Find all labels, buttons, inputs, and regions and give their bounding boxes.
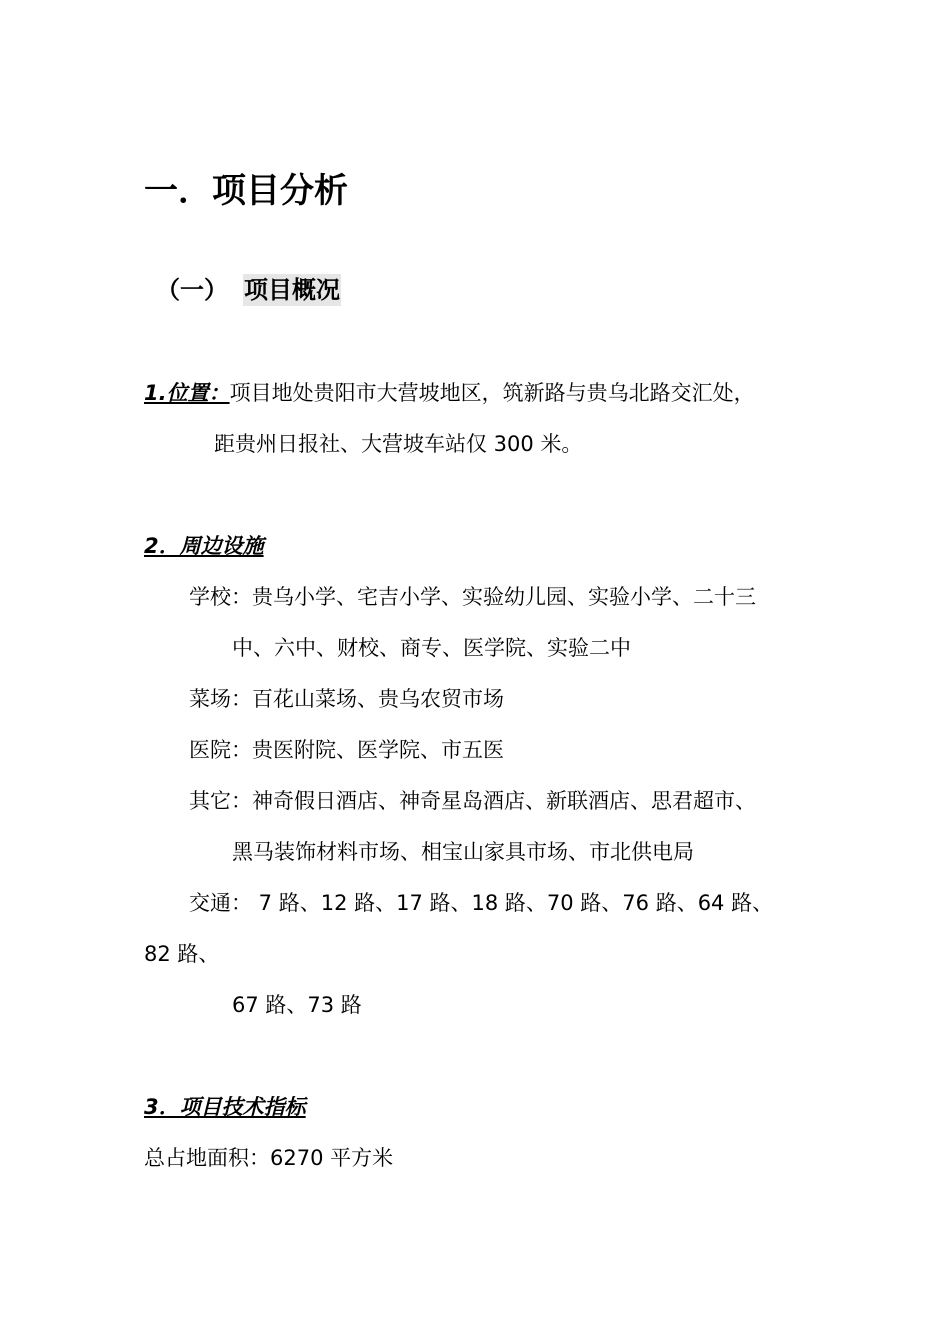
section-heading: 一．项目分析 [144, 171, 348, 211]
facilities-other-line2: 黑马装饰材料市场、相宝山家具市场、市北供电局 [232, 840, 694, 864]
subsection-title: 项目概况 [244, 276, 340, 304]
location-text-line2: 距贵州日报社、大营坡车站仅 300 米。 [214, 432, 583, 456]
indicators-label: 3．项目技术指标 [144, 1095, 306, 1119]
subsection-number: （一） [156, 276, 228, 304]
facilities-traffic-line2: 82 路、 [144, 942, 220, 966]
facilities-market: 菜场：百花山菜场、贵乌农贸市场 [189, 687, 504, 711]
location-label: 1.位置： [144, 381, 230, 405]
facilities-school-line1: 学校：贵乌小学、宅吉小学、实验幼儿园、实验小学、二十三 [189, 585, 756, 609]
indicators-total-area: 总占地面积：6270 平方米 [144, 1146, 394, 1170]
facilities-traffic-line3: 67 路、73 路 [232, 993, 362, 1017]
facilities-hospital: 医院：贵医附院、医学院、市五医 [189, 738, 504, 762]
location-paragraph [144, 380, 755, 406]
facilities-school-line2: 中、六中、财校、商专、医学院、实验二中 [232, 636, 631, 660]
facilities-label: 2．周边设施 [144, 534, 264, 558]
facilities-traffic-line1: 交通： 7 路、12 路、17 路、18 路、70 路、76 路、64 路、 [189, 891, 774, 915]
facilities-other-line1: 其它：神奇假日酒店、神奇星岛酒店、新联酒店、思君超市、 [189, 789, 756, 813]
location-text-line1: 项目地处贵阳市大营坡地区，筑新路与贵乌北路交汇处， [229, 381, 755, 405]
